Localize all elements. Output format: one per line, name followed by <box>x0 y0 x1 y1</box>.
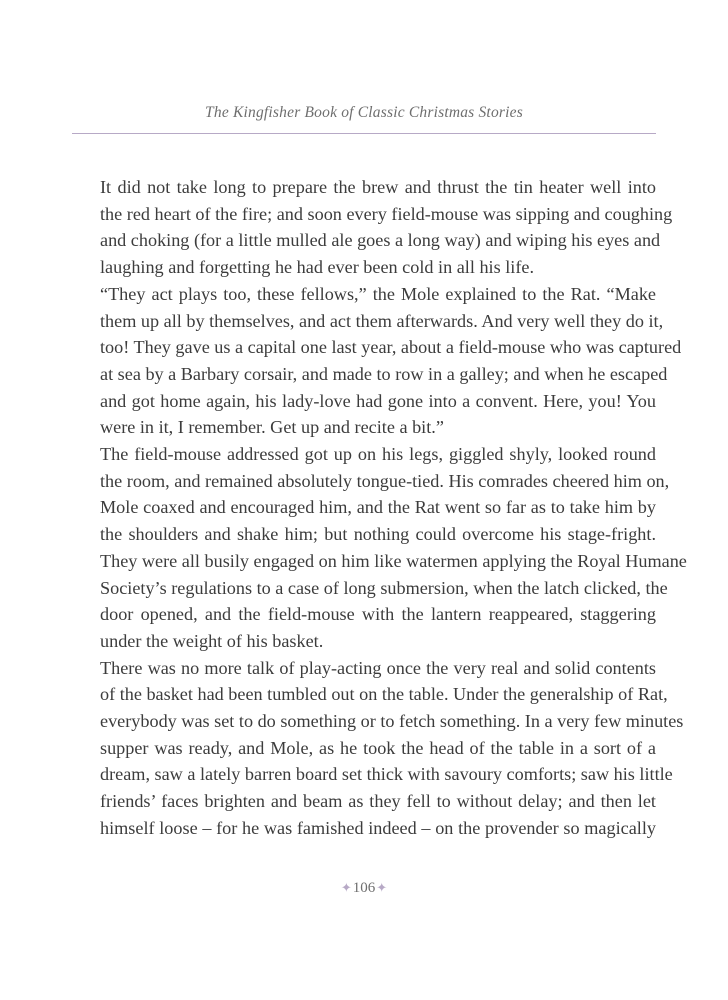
text-line: They were all busily engaged on him like watermen applying the Royal Humane <box>100 550 687 571</box>
text-line: There was no more talk of play-acting once the very real and solid contents <box>100 657 656 678</box>
page-number <box>0 880 728 897</box>
text-line: himself loose – for he was famished indeed – on the provender so magically <box>100 817 656 838</box>
page-number-value: 106 <box>352 880 376 896</box>
text-line: at sea by a Barbary corsair, and made to row in a galley; and when he escaped <box>100 363 668 384</box>
text-line: too! They gave us a capital one last year, about a field-mouse who was captured <box>100 337 682 358</box>
text-line: supper was ready, and Mole, as he took the head of the table in a sort of a <box>100 737 656 758</box>
text-line: It did not take long to prepare the brew and thrust the tin heater well into <box>100 177 656 197</box>
text-line: and choking (for a little mulled ale goes a long way) and wiping his eyes and <box>100 230 661 251</box>
text-line: of the basket had been tumbled out on the table. Under the generalship of Rat, <box>100 684 668 705</box>
text-line: the red heart of the fire; and soon every field-mouse was sipping and coughing <box>100 203 673 224</box>
text-line: The field-mouse addressed got up on his legs, giggled shyly, looked round <box>100 444 656 465</box>
header-rule <box>72 133 656 134</box>
body-text <box>72 174 687 842</box>
text-line: friends’ faces brighten and beam as they fell to without delay; and then let <box>100 791 656 812</box>
paragraph <box>72 174 673 281</box>
text-line: were in it, I remember. Get up and recite a bit.” <box>100 417 444 438</box>
text-line: the shoulders and shake him; but nothing could overcome his stage-fright. <box>100 524 656 545</box>
text-line: and got home again, his lady-love had gone into a convent. Here, you! You <box>100 390 656 411</box>
text-line: “They act plays too, these fellows,” the Mole explained to the Rat. “Make <box>100 283 656 304</box>
text-line: Society’s regulations to a case of long submersion, when the latch clicked, the <box>100 577 668 598</box>
paragraph <box>72 441 687 655</box>
folio-ornament-right-icon: ✦ <box>376 880 388 895</box>
folio-ornament-left-icon: ✦ <box>340 880 352 895</box>
text-line: the room, and remained absolutely tongue-tied. His comrades cheered him on, <box>100 470 670 491</box>
text-line: door opened, and the field-mouse with the lantern reappeared, staggering <box>100 604 656 625</box>
paragraph <box>72 281 682 441</box>
text-line: everybody was set to do something or to fetch something. In a very few minutes <box>100 711 684 732</box>
paragraph <box>72 655 684 842</box>
text-line: laughing and forgetting he had ever been cold in all his life. <box>100 257 535 278</box>
running-head: The Kingfisher Book of Classic Christmas Stories <box>205 104 523 121</box>
text-line: Mole coaxed and encouraged him, and the Rat went so far as to take him by <box>100 497 656 518</box>
text-line: under the weight of his basket. <box>100 630 324 651</box>
text-line: them up all by themselves, and act them afterwards. And very well they do it, <box>100 310 664 331</box>
text-line: dream, saw a lately barren board set thick with savoury comforts; saw his little <box>100 764 673 785</box>
